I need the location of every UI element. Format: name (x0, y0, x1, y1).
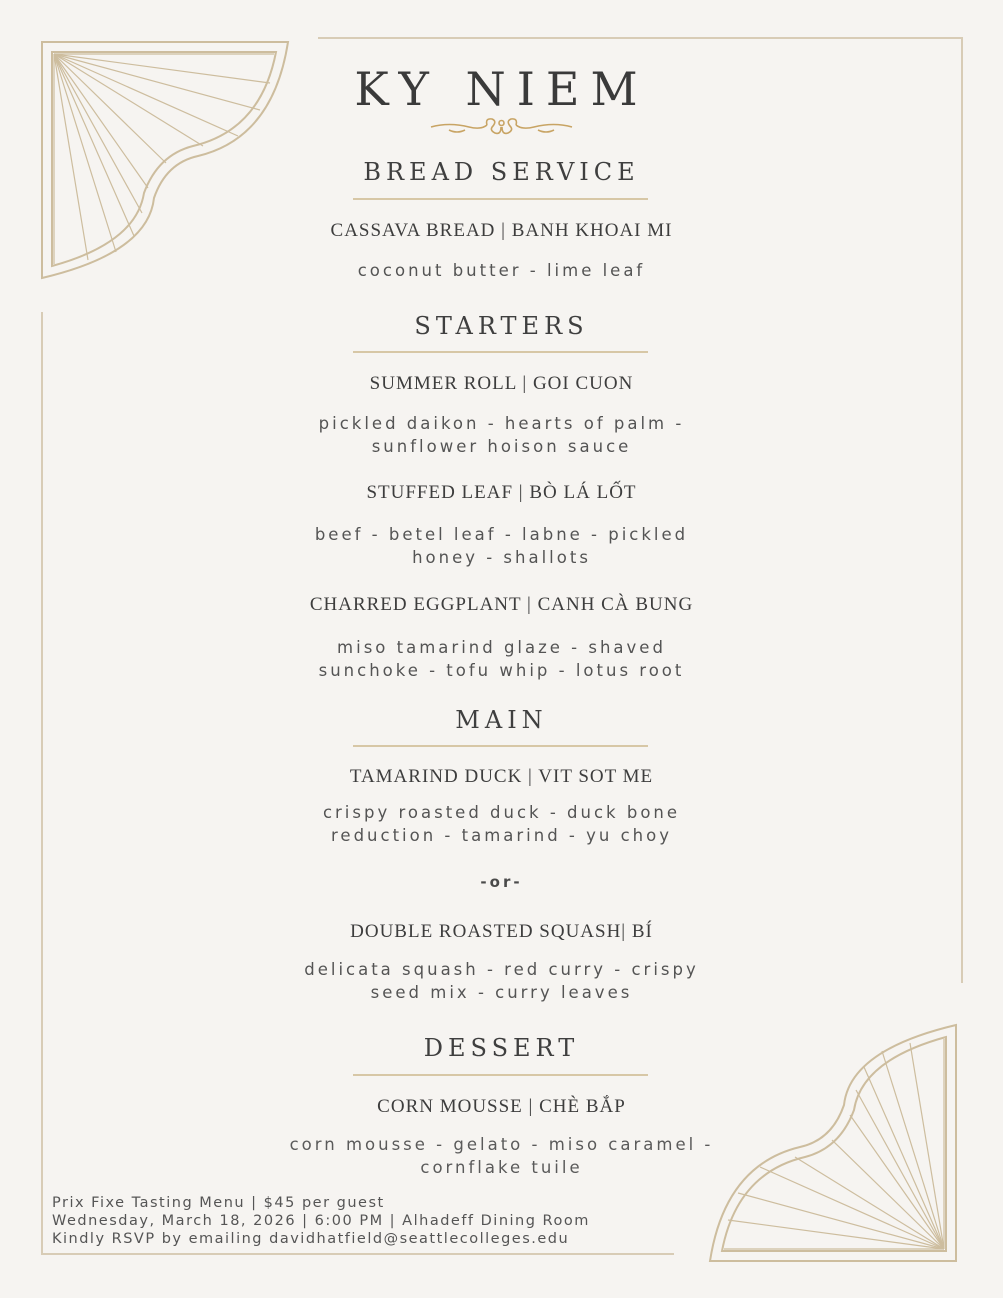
dish-description: miso tamarind glaze - shaved sunchoke - tofu whip - lotus root (318, 638, 685, 680)
section-divider (353, 1074, 648, 1076)
or-separator: -or- (480, 873, 523, 891)
restaurant-title: KY NIEM (354, 62, 649, 116)
price-line: Prix Fixe Tasting Menu | $45 per guest (52, 1195, 385, 1211)
event-details (52, 1194, 590, 1248)
dish-description: corn mousse - gelato - miso caramel - cornflake tuile (289, 1135, 714, 1177)
flourish-ornament (429, 114, 574, 140)
dish-name: SUMMER ROLL | GOI CUON (369, 373, 634, 394)
border-bottom (41, 1253, 674, 1255)
dish-name: STUFFED LEAF | BÒ LÁ LỐT (366, 482, 637, 503)
rsvp-line: Kindly RSVP by emailing davidhatfield@seattlecolleges.edu (52, 1231, 570, 1247)
dish-description: pickled daikon - hearts of palm - sunflower hoison sauce (318, 414, 685, 456)
border-top (318, 37, 962, 39)
dish-name: CORN MOUSSE | CHÈ BẮP (377, 1096, 626, 1117)
dish-description: delicata squash - red curry - crispy seed mix - curry leaves (304, 960, 699, 1002)
dish-name: DOUBLE ROASTED SQUASH| BÍ (350, 921, 653, 942)
section-heading-dessert: DESSERT (423, 1034, 580, 1062)
dish-description: coconut butter - lime leaf (357, 261, 646, 280)
date-location-line: Wednesday, March 18, 2026 | 6:00 PM | Alhadeff Dining Room (52, 1213, 590, 1229)
section-heading-bread-service: BREAD SERVICE (363, 158, 640, 186)
section-heading-main: MAIN (455, 706, 548, 734)
dish-description: crispy roasted duck - duck bone reduction - tamarind - yu choy (322, 803, 681, 845)
section-divider (353, 745, 648, 747)
section-divider (353, 351, 648, 353)
section-heading-starters: STARTERS (414, 312, 589, 340)
dish-name: TAMARIND DUCK | VIT SOT ME (349, 766, 654, 787)
dish-description: beef - betel leaf - labne - pickled honey - shallots (314, 525, 689, 567)
dish-name: CASSAVA BREAD | BANH KHOAI MI (330, 220, 673, 241)
dish-name: CHARRED EGGPLANT | CANH CÀ BUNG (309, 594, 694, 615)
section-divider (353, 198, 648, 200)
